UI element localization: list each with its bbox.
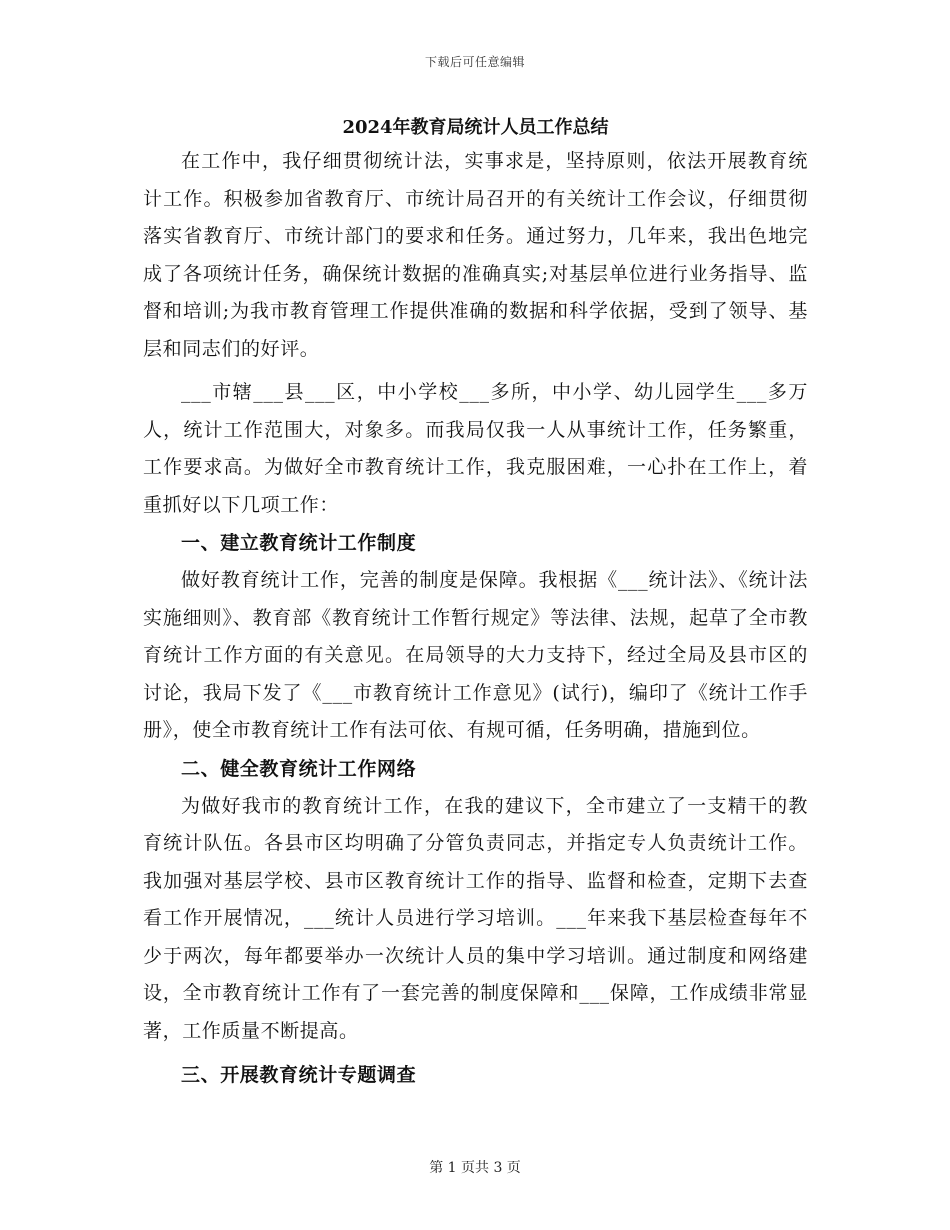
document-title: 2024年教育局统计人员工作总结 [342, 117, 609, 138]
section-heading-3: 三、开展教育统计专题调查 [181, 1064, 417, 1086]
document-body [143, 113, 808, 1094]
intro-paragraph-1: 在工作中，我仔细贯彻统计法，实事求是，坚持原则，依法开展教育统计工作。积极参加省教育厅、市统计局召开的有关统计工作会议，仔细贯彻落实省教育厅、市统计部门的要求和任务。通过努力，几年来，我出色地完成了各项统计任务，确保统计数据的准确真实;对基层单位进行业务指导、监督和培训;为我市教育管理工作提供准确的数据和科学依据，受到了领导、基层和同志们的好评。 [143, 150, 808, 360]
intro-paragraph-2: ___市辖___县___区，中小学校___多所，中小学、幼儿园学生___多万人，统计工作范围大，对象多。而我局仅我一人从事统计工作，任务繁重，工作要求高。为做好全市教育统计工作，我克服困难，一心扑在工作上，着重抓好以下几项工作： [143, 381, 808, 516]
section-body-2: 为做好我市的教育统计工作，在我的建议下，全市建立了一支精干的教育统计队伍。各县市区均明确了分管负责同志，并指定专人负责统计工作。我加强对基层学校、县市区教育统计工作的指导、监督和检查，定期下去查看工作开展情况，___统计人员进行学习培训。___年来我下基层检查每年不少于两次，每年都要举办一次统计人员的集中学习培训。通过制度和网络建设，全市教育统计工作有了一套完善的制度保障和___保障，工作成绩非常显著，工作质量不断提高。 [143, 794, 808, 1042]
section-heading-1: 一、建立教育统计工作制度 [181, 532, 417, 554]
section-body-1: 做好教育统计工作，完善的制度是保障。我根据《___统计法》、《统计法实施细则》、教育部《教育统计工作暂行规定》等法律、法规，起草了全市教育统计工作方面的有关意见。在局领导的大力支持下，经过全局及县市区的讨论，我局下发了《___市教育统计工作意见》(试行)，编印了《统计工作手册》，使全市教育统计工作有法可依、有规可循，任务明确，措施到位。 [143, 569, 808, 741]
page-header-note: 下载后可任意编辑 [424, 55, 525, 69]
section-heading-2: 二、健全教育统计工作网络 [181, 757, 417, 780]
page-number: 第 1 页共 3 页 [429, 1160, 521, 1176]
